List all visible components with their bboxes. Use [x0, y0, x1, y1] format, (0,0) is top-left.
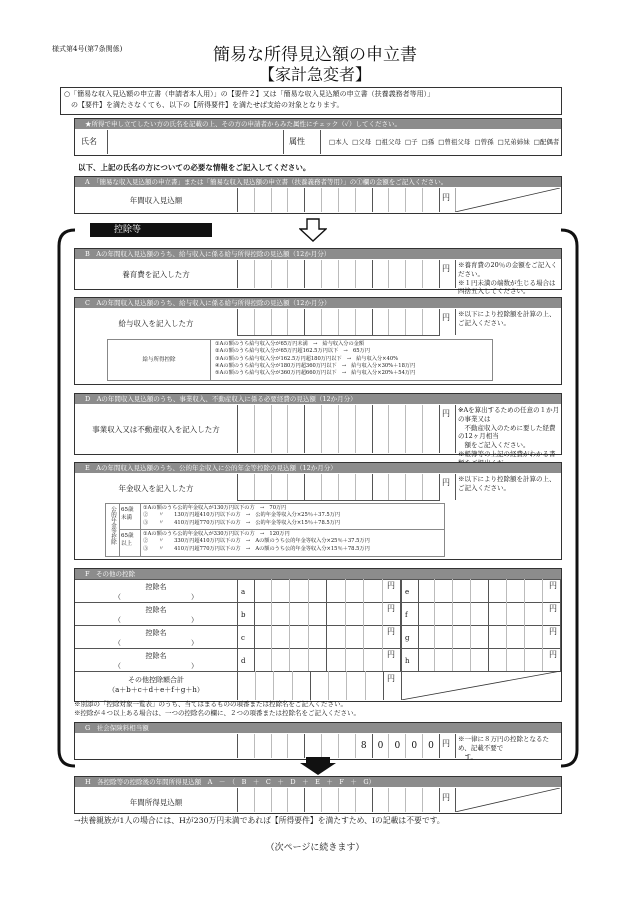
applicant-block — [74, 118, 562, 156]
section-a-header: A 「簡易な収入見込額の申立書」または「簡易な収入見込額の申立書（扶養義務者等用）」の①欄の金額をご記入ください。 — [75, 177, 561, 187]
deduction-letter-d: d — [241, 657, 246, 665]
right-bracket — [559, 228, 581, 768]
deduction-total-yen: 円 — [387, 674, 395, 683]
section-h-yen: 円 — [442, 793, 450, 802]
deduction-d-yen: 円 — [387, 650, 395, 659]
deduction-total-amount[interactable] — [237, 671, 402, 700]
name-label: 氏名 — [81, 137, 97, 146]
deduction-total-label: その他控除額合計 （a＋b＋c＋d＋e＋f＋g＋h） — [108, 676, 204, 694]
section-b-amount-field[interactable] — [237, 260, 440, 288]
section-d-yen: 円 — [442, 409, 450, 418]
deduction-h-yen: 円 — [549, 650, 557, 659]
section-c — [74, 297, 562, 385]
form-number: 様式第4号(第7条関係) — [52, 45, 123, 53]
section-d — [74, 393, 562, 458]
deduction-letter-h: h — [405, 657, 410, 665]
section-a-yen: 円 — [442, 193, 450, 202]
section-h-blank-diagonal — [455, 788, 560, 812]
salary-deduction-table — [107, 339, 493, 381]
pension-vertical-label: 公的年金等控除 — [110, 506, 116, 545]
deduction-left-amounts[interactable] — [253, 579, 401, 671]
section-b — [74, 248, 562, 296]
social-insurance-digit-2: 0 — [373, 734, 390, 758]
section-d-label: 事業収入又は不動産収入を記入した方 — [92, 425, 220, 434]
deduction-item-c-label: 控除名 （ ） — [114, 629, 198, 647]
salary-deduction-table-label: 給与所得控除 — [108, 340, 211, 380]
continue-text: （次ページに続きます） — [265, 843, 365, 853]
social-insurance-digit-4: 0 — [406, 734, 423, 758]
social-insurance-digit-5: 0 — [423, 734, 440, 758]
check-header: ★所得で申し立てしたい方の氏名を記載の上、その方の申請者からみた属性にチェック（✓）してください。 — [75, 119, 561, 129]
pension-age-under-65: 65歳未満 — [121, 507, 134, 521]
attr-option-spouse[interactable]: □配偶者 — [533, 138, 560, 146]
section-a-blank-diagonal — [455, 188, 560, 212]
deduction-g-yen: 円 — [549, 627, 557, 636]
intro-line-2: の【要件】を満たさなくても、以下の【所得要件】を満たせば支給の対象となります。 — [71, 101, 344, 109]
attr-options — [329, 137, 559, 146]
social-insurance-digit-1: 8 — [356, 734, 373, 758]
attr-option-great-grandchild[interactable]: □曾孫 — [474, 138, 494, 146]
deduction-total-diagonal — [401, 671, 561, 700]
section-b-label: 養育費を記入した方 — [122, 270, 190, 279]
section-e-amount-field[interactable] — [237, 474, 440, 501]
deduction-e-yen: 円 — [549, 581, 557, 590]
section-c-yen: 円 — [442, 313, 450, 322]
section-g-amount — [237, 734, 440, 758]
section-g-notes: ※一律に８万円の控除となるため、記載不要で す。 — [458, 735, 549, 761]
section-h — [74, 776, 562, 814]
section-d-amount-field[interactable] — [237, 405, 440, 453]
deduction-title: 控除等 — [90, 223, 212, 237]
deduction-letter-f: f — [405, 611, 408, 619]
section-e-note: ※以下により控除額を計算の上、ご記入ください。 — [458, 475, 556, 492]
salary-deduction-rows: ①Aの額のうち給与収入分が65万円未満 → 給与収入分の金額 ②Aの額のうち給与収入分が65万円超162.5万円以下 → 65万円 ③Aの額のうち給与収入分が162.5万円超180万円以下 → 給与収入分×40% ④Aの額のうち給与収入分が180万円超360万円以下 → 給与収入分×30%＋18万円 ⑤Aの額のうち給与収入分が360万円超660万円以下 → 給与収入分×20%＋54万円 — [215, 341, 416, 377]
section-g-header: G 社会保険料相当額 — [75, 723, 561, 733]
deduction-letter-c: c — [241, 634, 245, 642]
section-e — [74, 462, 562, 560]
footer-note: →扶養親族が1人の場合には、Hが230万円未満であれば【所得要件】を満たすため、Iの記載は不要です。 — [74, 816, 445, 825]
pension-rows-under-65: ①Aの額のうち公的年金収入が130万円以下の方 → 70万円 ② 〃 130万円超410万円以下の方 → 公的年金等収入分×25％＋37.5万円 ③ 〃 410万円超770万円以下の方 → 公的年金等収入分×15％＋78.5万円 — [143, 505, 341, 526]
section-f-notes: ※別添の「控除対象一覧表」のうち、当てはまるものの項番または控除名をご記入ください。 ※控除が４つ以上ある場合は、一つの控除名の欄に、２つの項番または控除名をご記入ください。 — [74, 700, 360, 717]
attr-label: 属性 — [289, 137, 305, 146]
attr-option-parent[interactable]: □父母 — [352, 138, 372, 146]
attr-option-sibling[interactable]: □兄弟姉妹 — [497, 138, 530, 146]
page-subtitle: 【家計急変者】 — [258, 65, 371, 84]
section-c-note: ※以下により控除額を計算の上、ご記入ください。 — [458, 310, 556, 327]
deduction-f-yen: 円 — [549, 604, 557, 613]
section-g — [74, 722, 562, 760]
deduction-letter-b: b — [241, 611, 246, 619]
deduction-letter-e: e — [405, 588, 410, 596]
section-e-yen: 円 — [442, 478, 450, 487]
section-e-label: 年金収入を記入した方 — [118, 484, 194, 493]
deduction-b-yen: 円 — [387, 604, 395, 613]
section-h-amount-field[interactable] — [237, 788, 440, 812]
section-a — [74, 176, 562, 214]
name-field[interactable] — [107, 130, 284, 154]
section-a-amount-field[interactable] — [237, 188, 440, 212]
section-h-header: H 各控除等の控除後の年間所得見込額 A － （ B ＋ C ＋ D ＋ E ＋ F ＋ G） — [75, 777, 561, 787]
section-g-yen: 円 — [442, 739, 450, 748]
intro-line-1: ○「簡易な収入見込額の申立書（申請者本人用）」の【要件２】又は「簡易な収入見込額の申立書（扶養義務者等用）」 — [64, 90, 435, 98]
deduction-letter-g: g — [405, 634, 410, 642]
page-title: 簡易な所得見込額の申立書 — [213, 45, 417, 65]
section-h-label: 年間所得見込額 — [129, 798, 183, 807]
section-a-label: 年間収入見込額 — [129, 196, 183, 205]
section-f-header: F その他の控除 — [75, 569, 561, 579]
section-d-notes: ※Aを算出するための任意の１か月の事業又は 不動産収入のために要した経費の12ヶ月相当 額をご記入ください。 ※帳簿等の上記の経費がわかる書 — [458, 406, 560, 458]
deduction-item-a-label: 控除名 （ ） — [114, 583, 198, 601]
attr-option-self[interactable]: □本人 — [329, 138, 349, 146]
section-c-amount-field[interactable] — [237, 309, 440, 336]
pension-deduction-table — [105, 503, 445, 557]
down-arrow-h-icon — [300, 757, 336, 775]
section-b-notes: ※養育費の20％の金額をご記入ください。 ※１円未満の端数が生じる場合は四捨五入してください。 — [458, 261, 558, 296]
deduction-a-yen: 円 — [387, 581, 395, 590]
deduction-c-yen: 円 — [387, 627, 395, 636]
section-c-header: C Aの年間収入見込額のうち、給与収入に係る給与所得控除の見込額（12か月分） — [75, 298, 561, 308]
attr-option-child[interactable]: □子 — [404, 138, 418, 146]
section-c-label: 給与収入を記入した方 — [118, 319, 194, 328]
section-d-header: D Aの年間収入見込額のうち、事業収入、不動産収入に係る必要経費の見込額（12か月分） — [75, 394, 561, 404]
instruction-text: 以下、上記の氏名の方についての必要な情報をご記入してください。 — [78, 163, 311, 172]
deduction-letter-a: a — [241, 588, 246, 596]
down-arrow-icon — [299, 218, 327, 242]
pension-age-over-65: 65歳以上 — [121, 533, 134, 547]
deduction-item-b-label: 控除名 （ ） — [114, 606, 198, 624]
attr-option-great-grandparent[interactable]: □曾祖父母 — [438, 138, 471, 146]
social-insurance-digit-3: 0 — [389, 734, 406, 758]
deduction-item-d-label: 控除名 （ ） — [114, 652, 198, 670]
pension-rows-over-65: ①Aの額のうち公的年金収入が330万円以下の方 → 120万円 ② 〃 330万円超410万円以下の方 → Aの額のうち公的年金等収入分×25％＋37.5万円 ③ 〃 410万円超770万円以下の方 → Aの額のうち公的年金等収入分×15％＋78.5万円 — [143, 531, 370, 552]
section-f — [74, 568, 562, 702]
section-e-header: E Aの年間収入見込額のうち、公的年金収入に公的年金等控除の見込額（12か月分） — [75, 463, 561, 473]
deduction-right-amounts[interactable] — [417, 579, 561, 671]
section-b-yen: 円 — [442, 264, 450, 273]
attr-option-grandparent[interactable]: □祖父母 — [375, 138, 401, 146]
attr-option-grandchild[interactable]: □孫 — [421, 138, 435, 146]
section-b-header: B Aの年間収入見込額のうち、給与収入に係る給与所得控除の見込額（12か月分） — [75, 249, 561, 259]
